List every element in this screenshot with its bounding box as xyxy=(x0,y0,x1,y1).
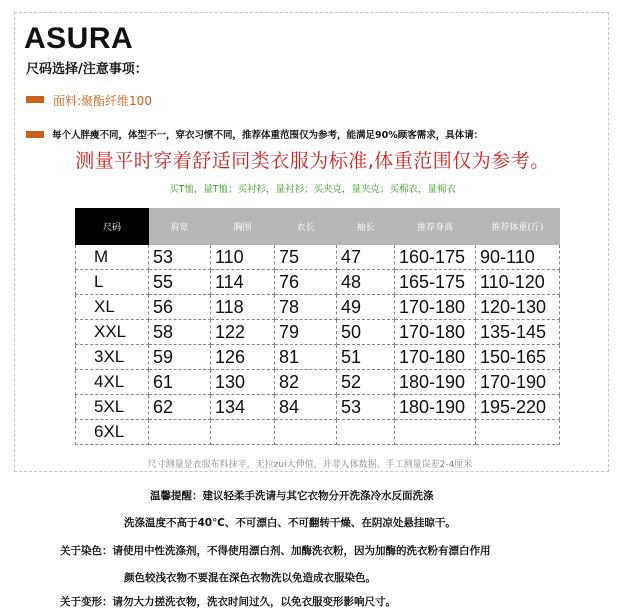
table-row xyxy=(76,245,560,270)
table-cell: 110-120 xyxy=(476,270,560,295)
table-cell: 53 xyxy=(337,395,395,420)
table-cell: 165-175 xyxy=(395,270,476,295)
table-cell: 55 xyxy=(149,270,211,295)
dye-instructions: 关于染色：请使用中性洗涤剂，不得使用漂白剂、加酶洗衣粉，因为加酶的洗衣粉有漂白作用 xyxy=(60,545,491,557)
table-cell: 56 xyxy=(149,295,211,320)
size-cell: 5XL xyxy=(76,395,149,420)
fit-note: 每个人胖瘦不同，体型不一，穿衣习惯不同，推荐体重范围仅为参考，能满足90%顾客需求，具体请： xyxy=(52,130,484,141)
table-cell: 170-180 xyxy=(395,345,476,370)
washing-temperature: 洗涤温度不高于40℃、不可漂白、不可翻转干燥、在阴凉处悬挂晾干。 xyxy=(124,517,456,529)
measure-tips: 买T恤，量T恤；买衬衫，量衬衫；买夹克，量夹克；买棉衣，量棉衣 xyxy=(168,184,457,195)
table-row xyxy=(76,345,560,370)
size-cell: 3XL xyxy=(76,345,149,370)
measurement-note: 尺寸测量是衣服布料抹平，无拉zui大伸值，并非人体数据。手工测量误差2-4厘米 xyxy=(147,460,473,470)
size-cell: 6XL xyxy=(76,420,149,445)
table-cell: 180-190 xyxy=(395,370,476,395)
table-cell: 170-180 xyxy=(395,320,476,345)
table-cell xyxy=(211,420,275,445)
table-cell xyxy=(149,420,211,445)
header-shoulder: 肩宽 xyxy=(149,209,211,245)
size-table-header xyxy=(76,209,560,245)
table-cell: 81 xyxy=(275,345,337,370)
table-cell: 110 xyxy=(211,245,275,270)
table-cell: 51 xyxy=(337,345,395,370)
table-cell: 180-190 xyxy=(395,395,476,420)
table-cell: 134 xyxy=(211,395,275,420)
table-cell: 90-110 xyxy=(476,245,560,270)
size-cell: XL xyxy=(76,295,149,320)
header-height: 推荐身高 xyxy=(395,209,476,245)
table-cell: 84 xyxy=(275,395,337,420)
table-row xyxy=(76,320,560,345)
size-guide-title: 尺码选择/注意事项： xyxy=(26,62,148,77)
table-row xyxy=(76,395,560,420)
table-row xyxy=(76,420,560,445)
table-cell: 61 xyxy=(149,370,211,395)
table-row xyxy=(76,370,560,395)
table-cell: 75 xyxy=(275,245,337,270)
table-cell: 82 xyxy=(275,370,337,395)
header-sleeve: 袖长 xyxy=(337,209,395,245)
dye-instructions-cont: 颜色较浅衣物不要混在深色衣物洗以免造成衣服染色。 xyxy=(124,572,376,584)
header-chest: 胸围 xyxy=(211,209,275,245)
size-table xyxy=(75,208,560,445)
table-cell: 59 xyxy=(149,345,211,370)
bullet-icon xyxy=(26,96,44,103)
size-cell: M xyxy=(76,245,149,270)
table-cell: 58 xyxy=(149,320,211,345)
header-weight: 推荐体重(斤) xyxy=(476,209,560,245)
care-reminder: 温馨提醒：建议轻柔手洗请与其它衣物分开洗涤冷水反面洗涤 xyxy=(150,490,434,502)
table-cell xyxy=(476,420,560,445)
table-cell: 120-130 xyxy=(476,295,560,320)
table-cell: 160-175 xyxy=(395,245,476,270)
table-cell: 47 xyxy=(337,245,395,270)
header-size: 尺码 xyxy=(76,209,149,245)
size-cell: XXL xyxy=(76,320,149,345)
table-cell: 53 xyxy=(149,245,211,270)
bullet-icon xyxy=(26,131,44,138)
table-cell: 78 xyxy=(275,295,337,320)
table-cell: 170-180 xyxy=(395,295,476,320)
table-cell: 52 xyxy=(337,370,395,395)
table-cell xyxy=(337,420,395,445)
material-info: 面料:聚酯纤维100 xyxy=(53,94,152,108)
table-cell: 126 xyxy=(211,345,275,370)
size-cell: 4XL xyxy=(76,370,149,395)
table-cell xyxy=(395,420,476,445)
size-cell: L xyxy=(76,270,149,295)
table-cell: 170-190 xyxy=(476,370,560,395)
table-row xyxy=(76,270,560,295)
table-cell: 135-145 xyxy=(476,320,560,345)
table-cell: 150-165 xyxy=(476,345,560,370)
table-cell: 50 xyxy=(337,320,395,345)
table-cell: 49 xyxy=(337,295,395,320)
table-cell: 79 xyxy=(275,320,337,345)
table-cell: 76 xyxy=(275,270,337,295)
table-cell: 195-220 xyxy=(476,395,560,420)
table-cell: 118 xyxy=(211,295,275,320)
table-cell: 62 xyxy=(149,395,211,420)
deformation-instructions: 关于变形：请勿大力搓洗衣物，洗衣时间过久，以免衣服变形影响尺寸。 xyxy=(60,596,396,608)
table-cell: 122 xyxy=(211,320,275,345)
table-row xyxy=(76,295,560,320)
table-cell: 48 xyxy=(337,270,395,295)
header-length: 衣长 xyxy=(275,209,337,245)
table-cell: 130 xyxy=(211,370,275,395)
table-cell xyxy=(275,420,337,445)
headline-warning: 测量平时穿着舒适同类衣服为标准,体重范围仅为参考。 xyxy=(75,150,550,172)
table-cell: 114 xyxy=(211,270,275,295)
brand-logo: ASURA xyxy=(24,22,134,55)
